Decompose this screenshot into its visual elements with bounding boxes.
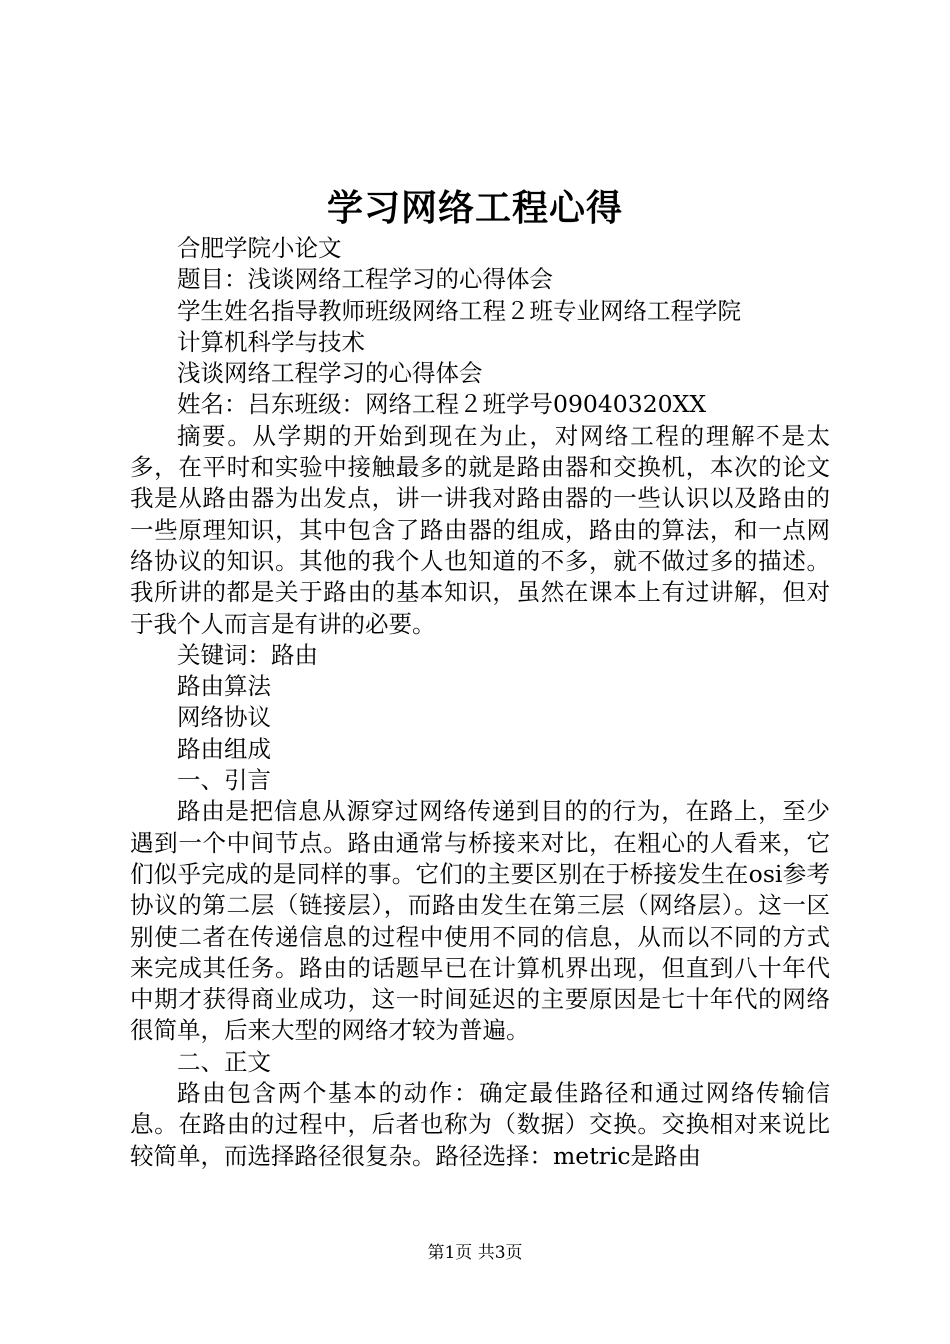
keyword-item: 路由组成 xyxy=(177,734,271,763)
document-title: 学习网络工程心得 xyxy=(326,187,623,229)
header-line-topic: 题目：浅谈网络工程学习的心得体会 xyxy=(177,265,553,294)
section-heading-introduction: 一、引言 xyxy=(177,766,271,795)
main-text-paragraph: 路由包含两个基本的动作：确定最佳路径和通过网络传输信息。在路由的过程中，后者也称为（数据）交换。交换相对来说比较简单，而选择路径很复杂。路径选择：metric是路由 xyxy=(130,1079,830,1170)
section-heading-main-text: 二、正文 xyxy=(177,1047,271,1076)
page-number-footer: 第1页 共3页 xyxy=(427,1243,523,1263)
header-line-student-info: 学生姓名指导教师班级网络工程２班专业网络工程学院 xyxy=(177,296,741,325)
document-body xyxy=(130,233,830,1172)
header-line-subtitle: 浅谈网络工程学习的心得体会 xyxy=(177,359,483,388)
header-line-major: 计算机科学与技术 xyxy=(177,327,365,356)
keyword-item: 路由算法 xyxy=(177,672,271,701)
header-line-name-class-id: 姓名：吕东班级：网络工程２班学号09040320XX xyxy=(177,390,707,419)
keyword-item: 网络协议 xyxy=(177,703,271,732)
introduction-paragraph: 路由是把信息从源穿过网络传递到目的的行为，在路上，至少遇到一个中间节点。路由通常与桥接来对比，在粗心的人看来，它们似乎完成的是同样的事。它们的主要区别在于桥接发生在osi参考协议的第二层（链接层），而路由发生在第三层（网络层）。这一区别使二者在传递信息的过程中使用不同的信息，从而以不同的方式来完成其任务。路由的话题早已在计算机界出现，但直到八十年代中期才获得商业成功，这一时间延迟的主要原因是七十年代的网络很简单，后来大型的网络才较为普遍。 xyxy=(130,797,830,1045)
header-line-school: 合肥学院小论文 xyxy=(177,234,342,262)
abstract-paragraph: 摘要。从学期的开始到现在为止，对网络工程的理解不是太多，在平时和实验中接触最多的就是路由器和交换机，本次的论文我是从路由器为出发点，讲一讲我对路由器的一些认识以及路由的一些原理知识，其中包含了路由器的组成，路由的算法，和一点网络协议的知识。其他的我个人也知道的不多，就不做过多的描述。我所讲的都是关于路由的基本知识，虽然在课本上有过讲解，但对于我个人而言是有讲的必要。 xyxy=(130,421,830,638)
keywords-line: 关键词：路由 xyxy=(177,640,318,669)
